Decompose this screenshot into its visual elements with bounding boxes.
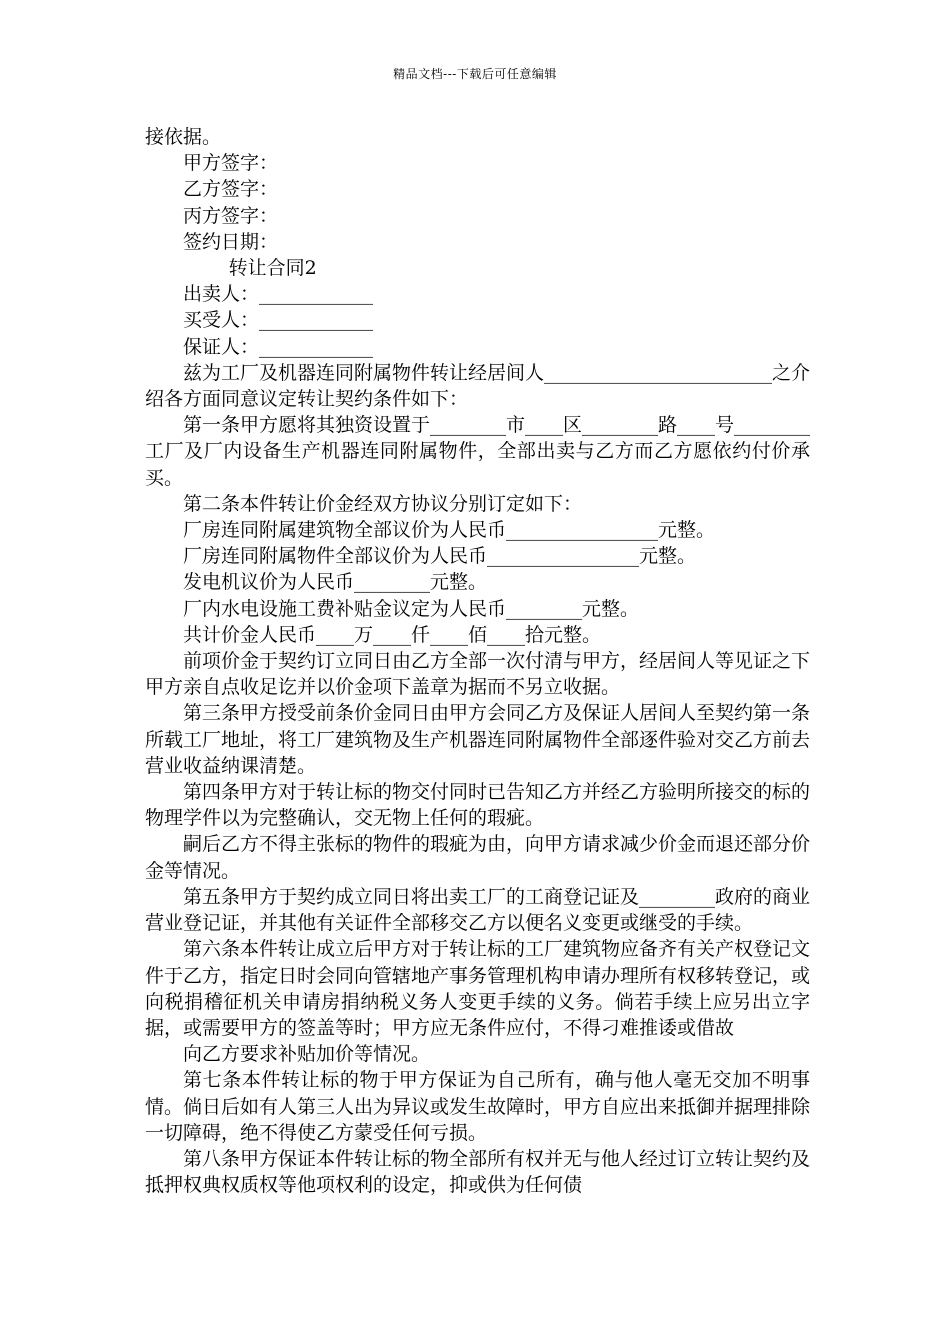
article-8: 第八条甲方保证本件转让标的物全部所有权并无与他人经过订立转让契约及抵押权典权质权等他项权利的设定，抑或供为任何债: [145, 1147, 811, 1197]
article-4: 第四条甲方对于转让标的物交付同时已告知乙方并经乙方验明所接交的标的物理学件以为完整确认，交无物上任何的瑕疵。: [145, 781, 811, 830]
article-6: 第六条本件转让成立后甲方对于转让标的工厂建筑物应备齐有关产权登记文件于乙方，指定日时会同向管辖地产事务管理机构申请办理所有权移转登记，或向税捐稽征机关申请房捐纳税义务人变更手续的义务。倘若手续上应另出立字据，或需要甲方的签盖等时；甲方应无条件应付，不得刁难推诿或借故: [145, 938, 811, 1039]
signing-date-line: 签约日期：: [183, 230, 279, 253]
paragraph: 向乙方要求补贴加价等情况。: [183, 1043, 431, 1066]
signature-line-party-b: 乙方签字：: [183, 178, 279, 201]
article-5: 第五条甲方于契约成立同日将出卖工厂的工商登记证及________政府的商业营业登记证，并其他有关证件全部移交乙方以便名义变更或继受的手续。: [145, 885, 811, 935]
signature-line-party-c: 丙方签字：: [183, 204, 279, 227]
signature-line-party-a: 甲方签字：: [183, 152, 279, 175]
price-item: 厂房连同附属建筑物全部议价为人民币________________元整。: [183, 519, 716, 542]
price-item: 厂内水电设施工费补贴金议定为人民币________元整。: [183, 597, 640, 620]
buyer-line: 买受人：____________: [183, 309, 374, 332]
document-body: [145, 124, 810, 1198]
article-7: 第七条本件转让标的物于甲方保证为自己所有，确与他人毫无交加不明事情。倘日后如有人第三人出为异议或发生故障时，甲方自应出来抵御并据理排除一切障碍，绝不得使乙方蒙受任何亏损。: [145, 1069, 811, 1144]
price-item: 发电机议价为人民币________元整。: [183, 571, 488, 594]
seller-line: 出卖人：____________: [183, 283, 374, 306]
paragraph: 兹为工厂及机器连同附属物件转让经居间人________________________之介绍各方面同意议定转让契约条件如下：: [145, 361, 811, 411]
guarantor-line: 保证人：____________: [183, 335, 374, 358]
price-total: 共计价金人民币____万____仟____佰____拾元整。: [183, 623, 602, 646]
paragraph: 嗣后乙方不得主张标的物件的瑕疵为由，向甲方请求减少价金而退还部分价金等情况。: [145, 833, 811, 882]
paragraph: 前项价金于契约订立同日由乙方全部一次付清与甲方，经居间人等见证之下甲方亲自点收足讫并以价金项下盖章为据而不另立收据。: [145, 650, 811, 699]
article-1: 第一条甲方愿将其独资设置于________市____区________路____号________工厂及厂内设备生产机器连同附属物件，全部出卖与乙方而乙方愿依约付价承买。: [145, 414, 811, 489]
price-item: 厂房连同附属物件全部议价为人民币________________元整。: [183, 545, 697, 568]
article-2: 第二条本件转让价金经双方协议分别订定如下：: [183, 492, 583, 515]
paragraph: 接依据。: [145, 126, 222, 148]
page-header: 精品文档---下载后可任意编辑: [393, 67, 557, 81]
contract-title: 转让合同2: [228, 257, 317, 280]
article-3: 第三条甲方授受前条价金同日由甲方会同乙方及保证人居间人至契约第一条所载工厂地址，将工厂建筑物及生产机器连同附属物件全部逐件验对交乙方前去营业收益纳课清楚。: [145, 702, 811, 777]
